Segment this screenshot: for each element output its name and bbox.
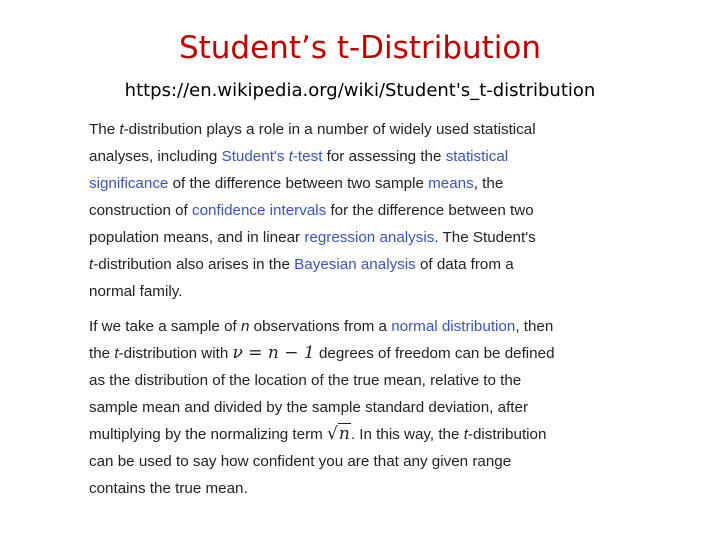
- text-line: If we take a sample of n observations from a normal distribution, then: [89, 318, 554, 335]
- slide-title: Student’s t-Distribution: [178, 30, 542, 66]
- confidence-intervals-link[interactable]: confidence intervals: [192, 202, 327, 219]
- text-line: sample mean and divided by the sample standard deviation, after: [89, 399, 529, 416]
- text-line: significance of the difference between two sample means, the: [89, 175, 504, 192]
- bayesian-analysis-link[interactable]: Bayesian analysis: [294, 256, 416, 273]
- means-link[interactable]: means: [428, 175, 474, 192]
- text-line: the t-distribution with ν = n − 1 degrees of freedom can be defined: [89, 343, 555, 363]
- regression-analysis-link[interactable]: regression analysis: [304, 229, 435, 246]
- statistical-significance-link[interactable]: significance: [89, 175, 169, 192]
- text-line: can be used to say how confident you are that any given range: [89, 453, 512, 470]
- text-line: population means, and in linear regression analysis. The Student's: [89, 229, 536, 246]
- student-t-test-link[interactable]: Student's t-test: [221, 148, 323, 165]
- paragraph-1: [89, 116, 629, 305]
- text-line: as the distribution of the location of the true mean, relative to the: [89, 372, 522, 389]
- text-line: multiplying by the normalizing term √n. In this way, the t-distribution: [89, 424, 547, 444]
- statistical-significance-link[interactable]: statistical: [445, 148, 509, 165]
- paragraph-2: [89, 313, 629, 502]
- text-line: normal family.: [89, 283, 183, 300]
- text-line: analyses, including Student's t-test for assessing the statistical: [89, 148, 509, 165]
- normal-distribution-link[interactable]: normal distribution: [391, 318, 516, 335]
- degrees-of-freedom-formula: ν = n − 1: [232, 343, 315, 363]
- source-url: https://en.wikipedia.org/wiki/Student's_t-distribution: [124, 80, 596, 101]
- wikipedia-excerpt: [89, 116, 629, 502]
- text-line: The t-distribution plays a role in a number of widely used statistical: [89, 121, 536, 138]
- text-line: construction of confidence intervals for the difference between two: [89, 202, 534, 219]
- text-line: t-distribution also arises in the Bayesian analysis of data from a: [89, 256, 514, 273]
- sqrt-n-formula: √n: [327, 424, 350, 444]
- text-line: contains the true mean.: [89, 480, 248, 497]
